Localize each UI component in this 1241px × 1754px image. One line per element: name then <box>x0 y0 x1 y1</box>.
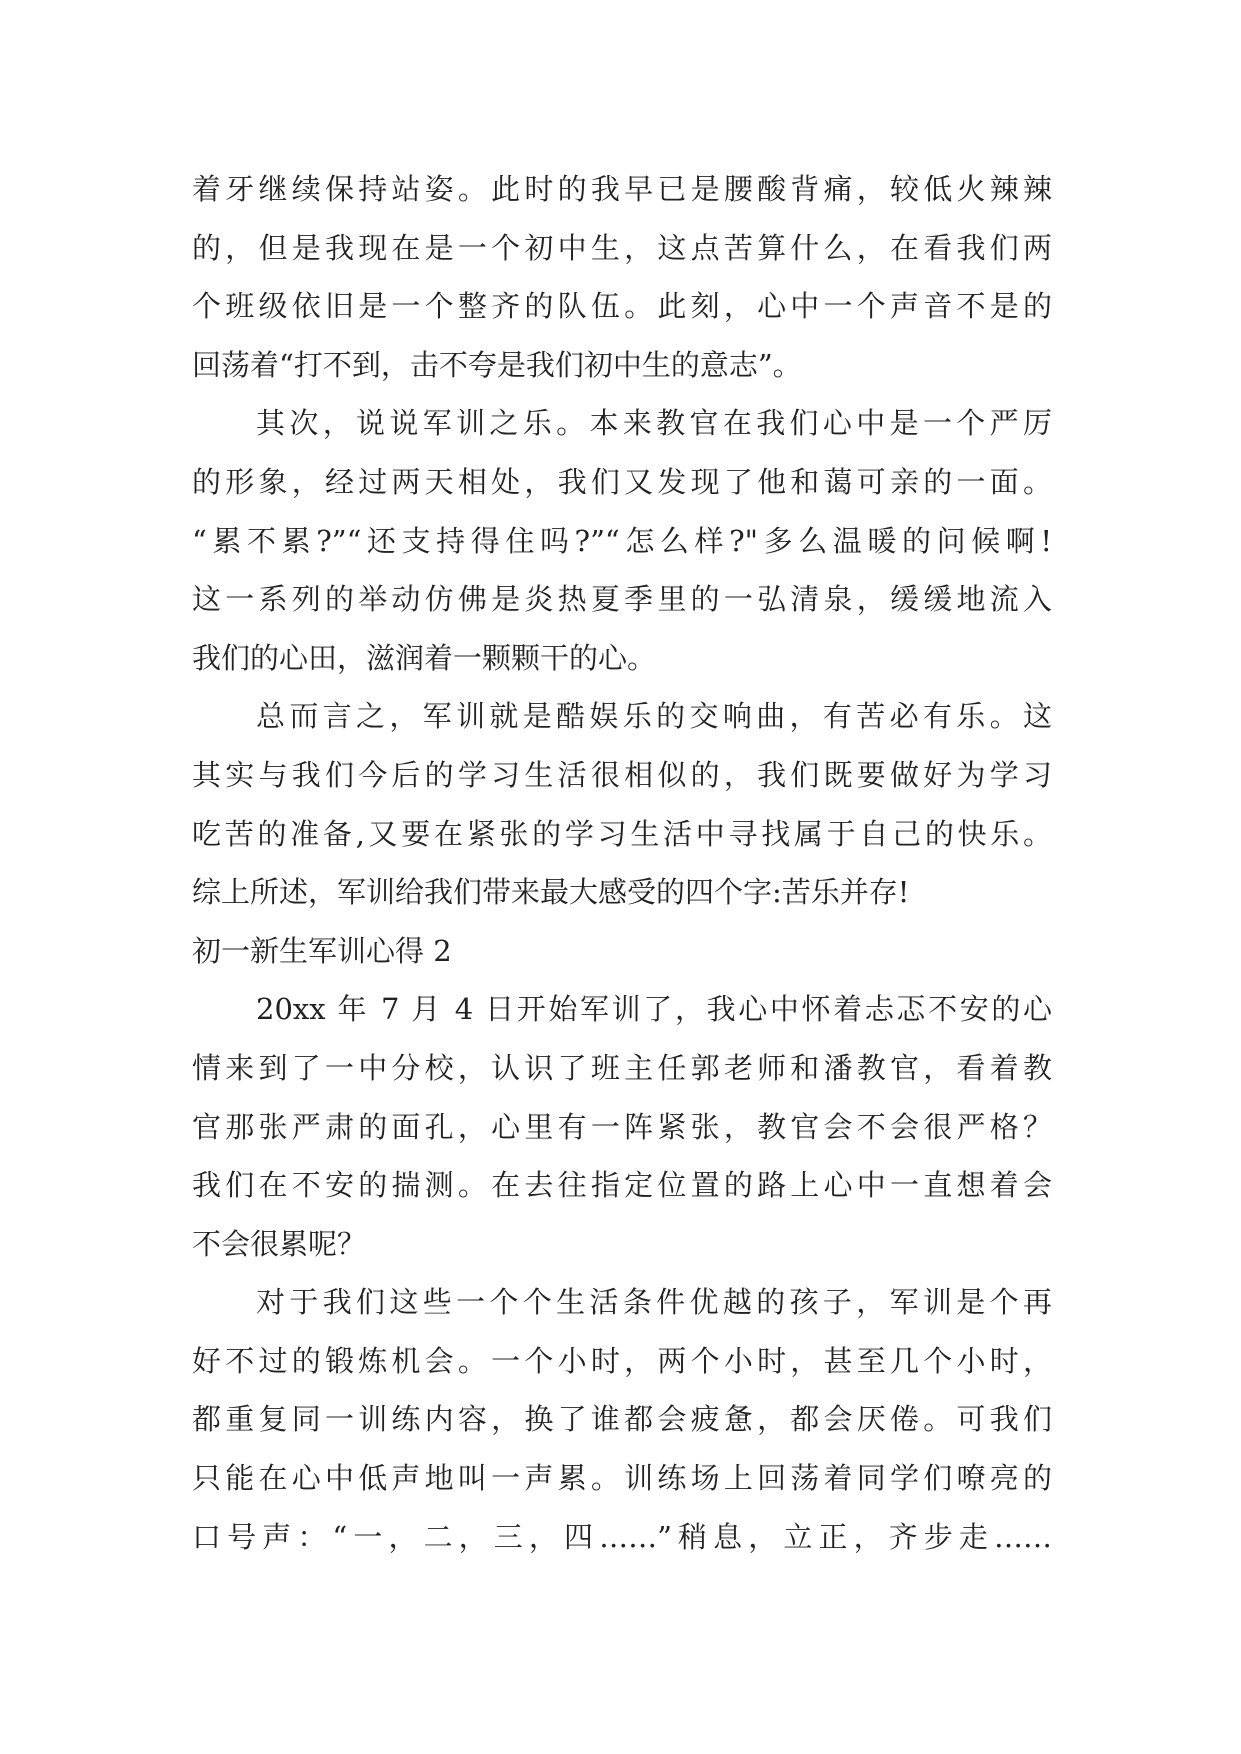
text-line: “累不累?”“还支持得住吗?”“怎么样?"多么温暖的问候啊! <box>192 523 1052 558</box>
text-line: 好不过的锻炼机会。一个小时，两个小时，甚至几个小时， <box>192 1343 1052 1378</box>
section-heading: 初一新生军训心得 2 <box>192 933 452 968</box>
text-line: 着牙继续保持站姿。此时的我早已是腰酸背痛，较低火辣辣 <box>192 172 1052 206</box>
text-line: 都重复同一训练内容，换了谁都会疲惫，都会厌倦。可我们 <box>192 1402 1052 1437</box>
text-line: 我们在不安的揣测。在去往指定位置的路上心中一直想着会 <box>192 1168 1052 1203</box>
paragraph-first-line: 对于我们这些一个个生活条件优越的孩子，军训是个再 <box>256 1285 1052 1320</box>
paragraph-first-line: 其次，说说军训之乐。本来教官在我们心中是一个严厉 <box>256 406 1052 441</box>
paragraph-first-line: 总而言之，军训就是酷娱乐的交响曲，有苦必有乐。这 <box>256 699 1052 734</box>
text-line: 只能在心中低声地叫一声累。训练场上回荡着同学们嘹亮的 <box>192 1461 1052 1496</box>
text-line: 的，但是我现在是一个初中生，这点苦算什么，在看我们两 <box>192 230 1052 265</box>
paragraph-first-line: 20xx 年 7 月 4 日开始军训了，我心中怀着忐忑不安的心 <box>256 992 1052 1027</box>
text-line: 个班级依旧是一个整齐的队伍。此刻，心中一个声音不是的 <box>192 289 1052 324</box>
text-line: 我们的心田，滋润着一颗颗干的心。 <box>192 640 657 675</box>
text-line: 其实与我们今后的学习生活很相似的，我们既要做好为学习 <box>192 757 1052 792</box>
document-body <box>192 160 1052 1566</box>
text-line: 吃苦的准备,又要在紧张的学习生活中寻找属于自己的快乐。 <box>192 816 1052 851</box>
text-line: 情来到了一中分校，认识了班主任郭老师和潘教官，看着教 <box>192 1050 1052 1085</box>
text-line: 这一系列的举动仿佛是炎热夏季里的一弘清泉，缓缓地流入 <box>192 582 1052 617</box>
text-line: 的形象，经过两天相处，我们又发现了他和蔼可亲的一面。 <box>192 464 1052 499</box>
text-line: 口号声：“一，二，三，四……”稍息，立正，齐步走…… <box>192 1519 1052 1554</box>
text-line: 综上所述，军训给我们带来最大感受的四个字:苦乐并存! <box>192 875 910 910</box>
text-line: 回荡着“打不到，击不夸是我们初中生的意志”。 <box>192 347 802 382</box>
text-line: 官那张严肃的面孔，心里有一阵紧张，教官会不会很严格？ <box>192 1109 1052 1144</box>
text-line: 不会很累呢？ <box>192 1226 367 1261</box>
